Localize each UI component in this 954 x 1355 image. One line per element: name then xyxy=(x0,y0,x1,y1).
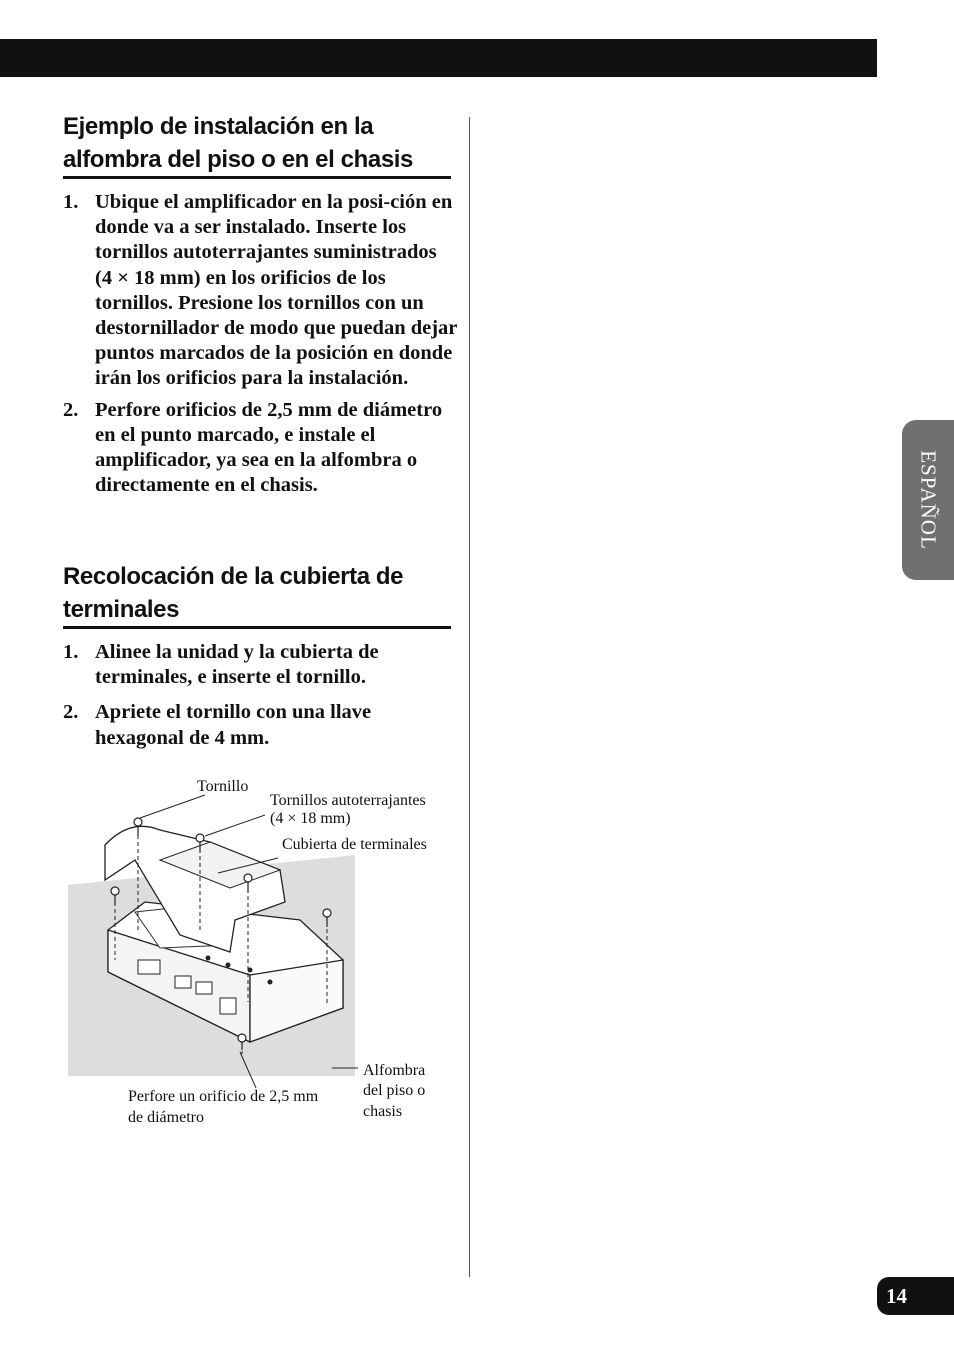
step-number: 2. xyxy=(63,701,79,724)
label-tornillo: Tornillo xyxy=(197,778,249,795)
step-text: Ubique el amplificador en la posi-ción en donde va a ser instalado. Inserte los tornillos autoterrajantes suministrados (4 × 18 mm) en los orificios de los tornillos. Presione los tornillos con un destornillador de modo que puedan dejar puntos marcados de la posición en donde irán los orificios para la instalación. xyxy=(95,191,458,390)
label-autoterrajantes: Tornillos autoterrajantes xyxy=(270,792,426,809)
step-number: 1. xyxy=(63,641,79,663)
list-item xyxy=(63,398,458,499)
heading-rule xyxy=(63,626,451,629)
section-heading-installation xyxy=(63,110,451,176)
label-alfombra: del piso o xyxy=(363,1082,426,1099)
label-alfombra: Alfombra xyxy=(363,1062,426,1079)
step-text: Alinee la unidad y la cubierta de terminales, e inserte el tornillo. xyxy=(95,641,379,689)
heading-line: Ejemplo de instalación en la xyxy=(63,113,374,140)
step-number: 1. xyxy=(63,191,79,213)
page-number-box xyxy=(877,1277,954,1315)
column-divider xyxy=(469,117,470,1277)
step-number: 2. xyxy=(63,398,79,421)
list-item xyxy=(63,700,458,750)
terminal-cover-steps xyxy=(63,640,458,751)
section-heading-terminal-cover xyxy=(63,560,451,626)
step-text: Apriete el tornillo con una llave hexagonal de 4 mm. xyxy=(95,701,372,749)
header-bar xyxy=(0,39,877,77)
label-perfore: de diámetro xyxy=(128,1109,204,1126)
page-number: 14 xyxy=(886,1284,907,1308)
step-text: Perfore orificios de 2,5 mm de diámetro en el punto marcado, e instale el amplificador, ya sea en la alfombra o directamente en el chasis. xyxy=(95,398,443,497)
language-tab-label: ESPAÑOL xyxy=(916,450,941,550)
list-item xyxy=(63,640,458,690)
installation-figure xyxy=(60,770,460,1140)
heading-line: Recolocación de la cubierta de xyxy=(63,563,404,590)
language-tab xyxy=(902,420,954,580)
list-item xyxy=(63,190,458,392)
installation-steps xyxy=(63,190,458,498)
label-autoterrajantes-size: (4 × 18 mm) xyxy=(270,810,351,827)
label-perfore: Perfore un orificio de 2,5 mm xyxy=(128,1088,319,1105)
heading-line: alfombra del piso o en el chasis xyxy=(63,146,413,173)
heading-rule xyxy=(63,176,451,179)
label-cubierta: Cubierta de terminales xyxy=(282,836,427,853)
heading-line: terminales xyxy=(63,596,180,623)
label-alfombra: chasis xyxy=(363,1103,403,1120)
